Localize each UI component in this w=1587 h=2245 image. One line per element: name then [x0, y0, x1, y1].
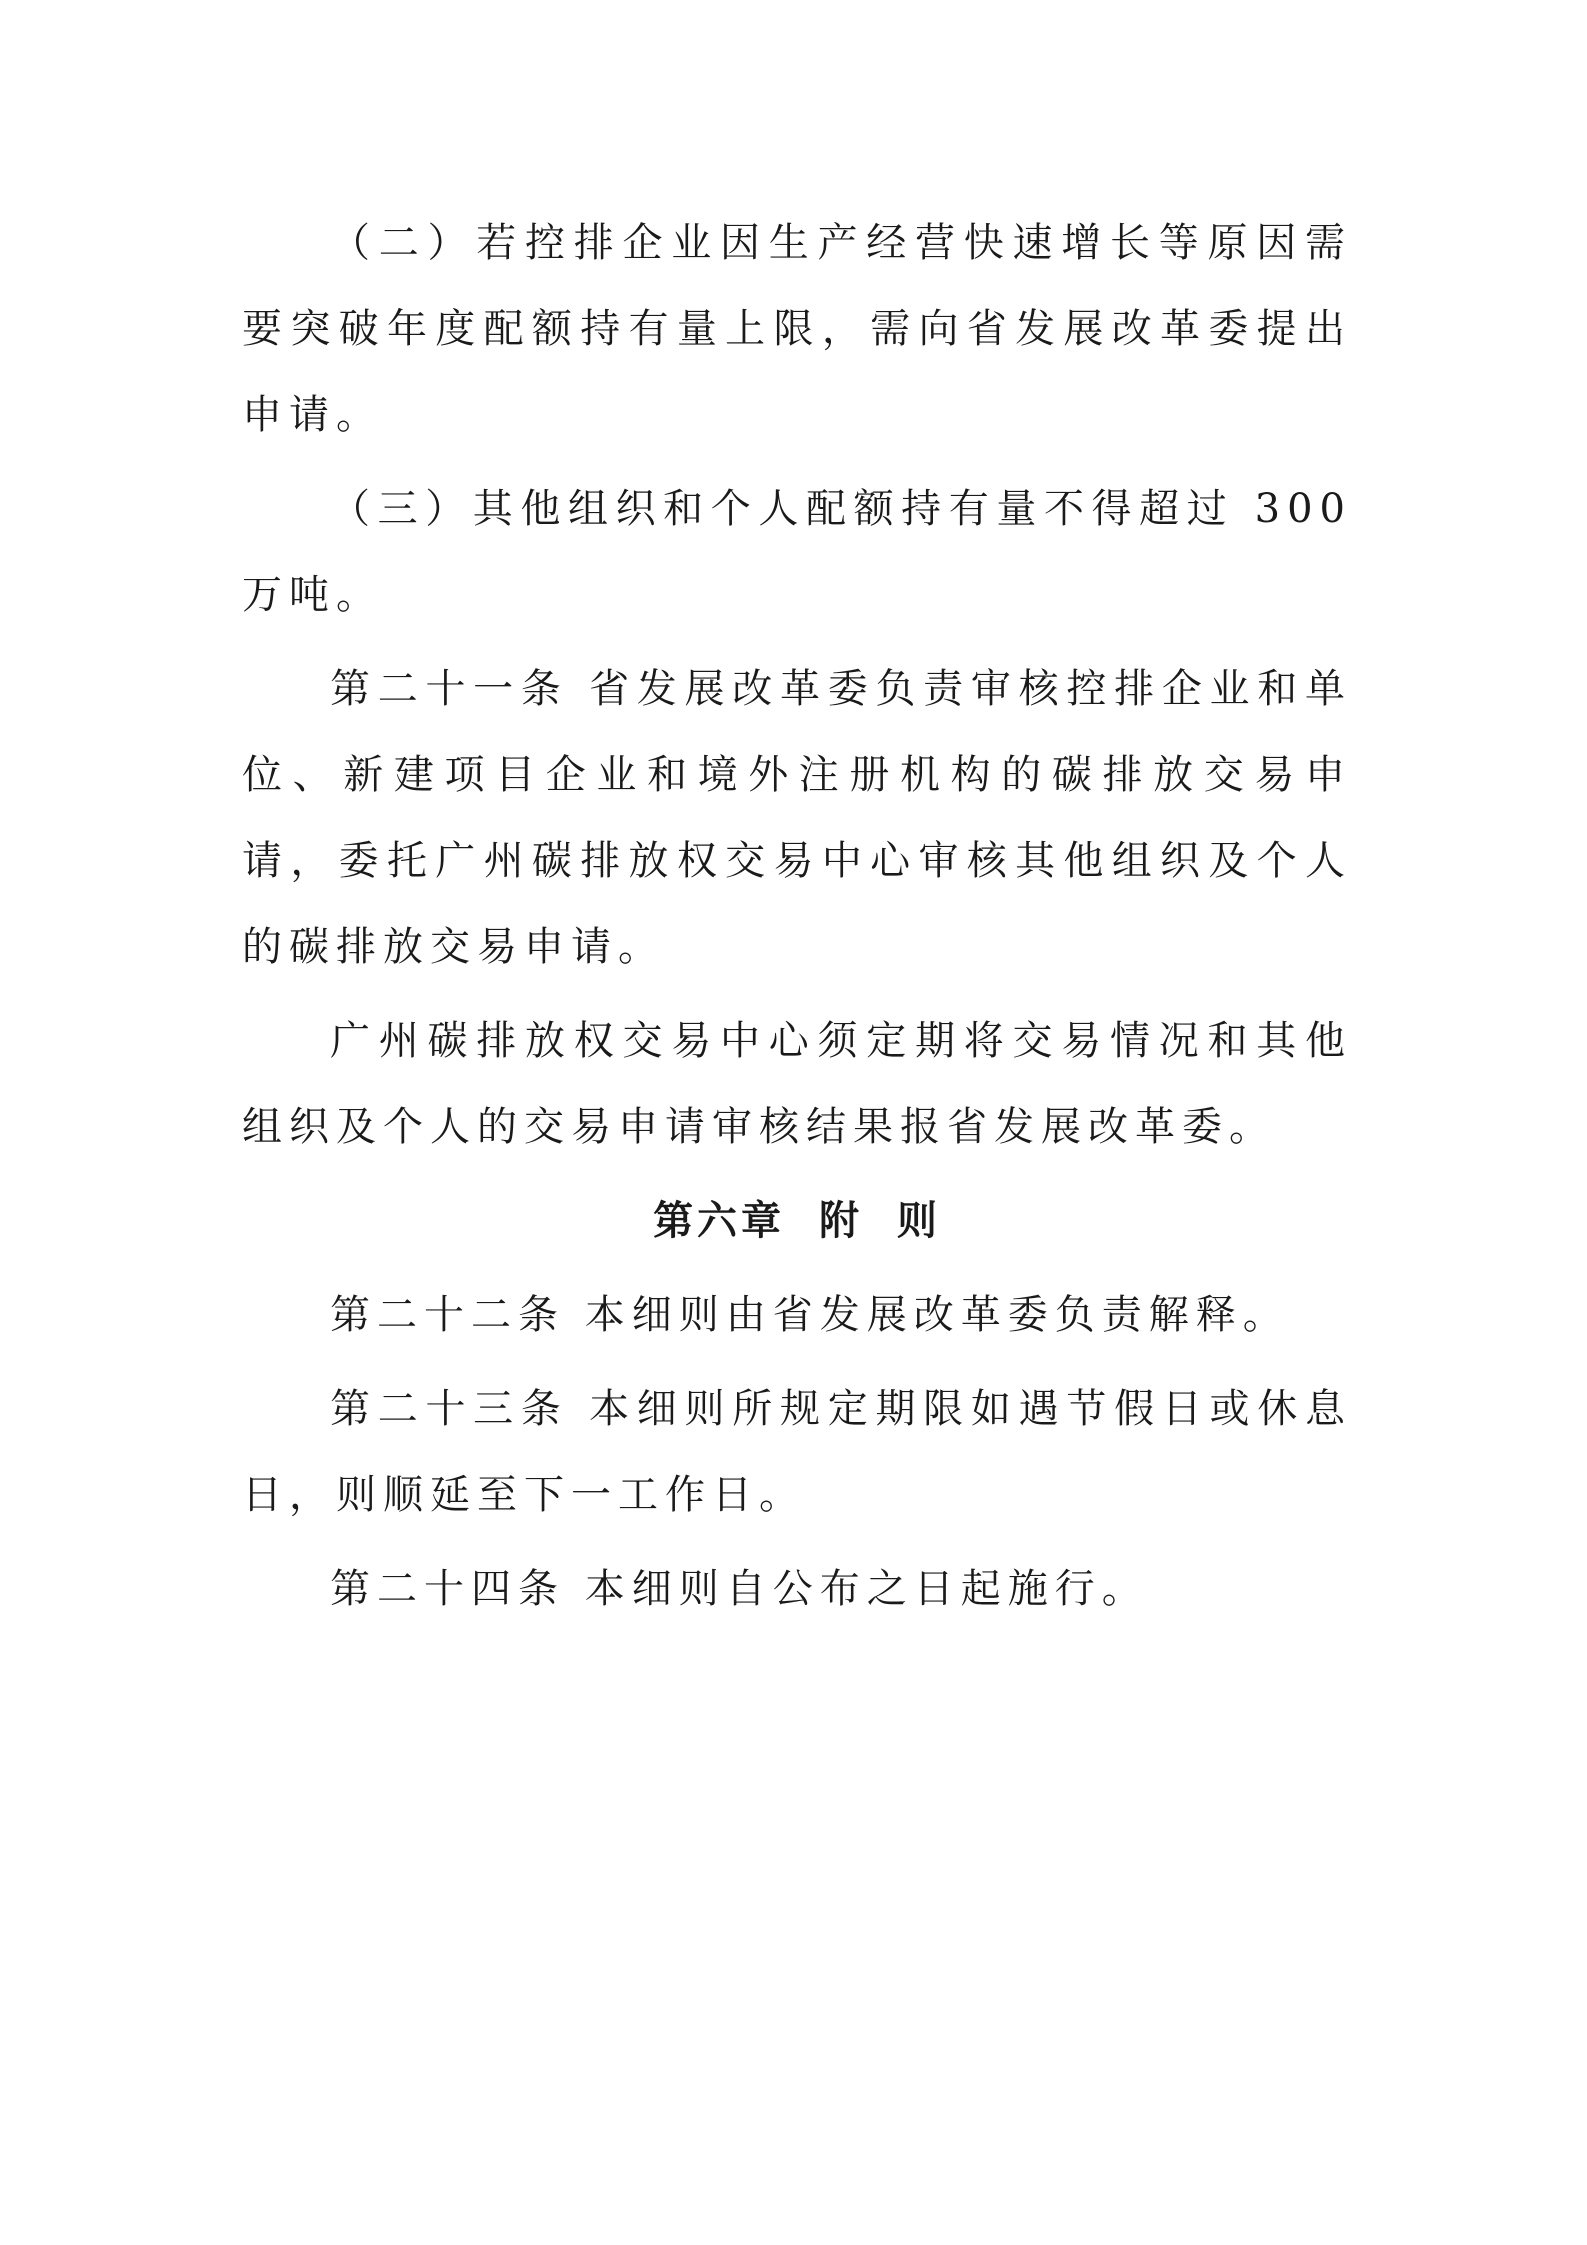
document-body — [242, 200, 1352, 1640]
paragraph-article-23: 第二十三条 本细则所规定期限如遇节假日或休息日，则顺延至下一工作日。 — [242, 1386, 1352, 1518]
paragraph-exchange-reporting: 广州碳排放权交易中心须定期将交易情况和其他组织及个人的交易申请审核结果报省发展改革委。 — [242, 1018, 1352, 1150]
chapter-heading: 第六章 附 则 — [653, 1198, 941, 1244]
paragraph-article-24: 第二十四条 本细则自公布之日起施行。 — [330, 1566, 1149, 1612]
paragraph-article-21: 第二十一条 省发展改革委负责审核控排企业和单位、新建项目企业和境外注册机构的碳排放交易申请，委托广州碳排放权交易中心审核其他组织及个人的碳排放交易申请。 — [242, 666, 1352, 970]
paragraph-article-22: 第二十二条 本细则由省发展改革委负责解释。 — [330, 1292, 1290, 1338]
paragraph-quota-limit-exceed: （二）若控排企业因生产经营快速增长等原因需要突破年度配额持有量上限，需向省发展改革委提出申请。 — [242, 220, 1352, 438]
paragraph-other-holdings-limit: （三）其他组织和个人配额持有量不得超过 300 万吨。 — [242, 486, 1352, 618]
